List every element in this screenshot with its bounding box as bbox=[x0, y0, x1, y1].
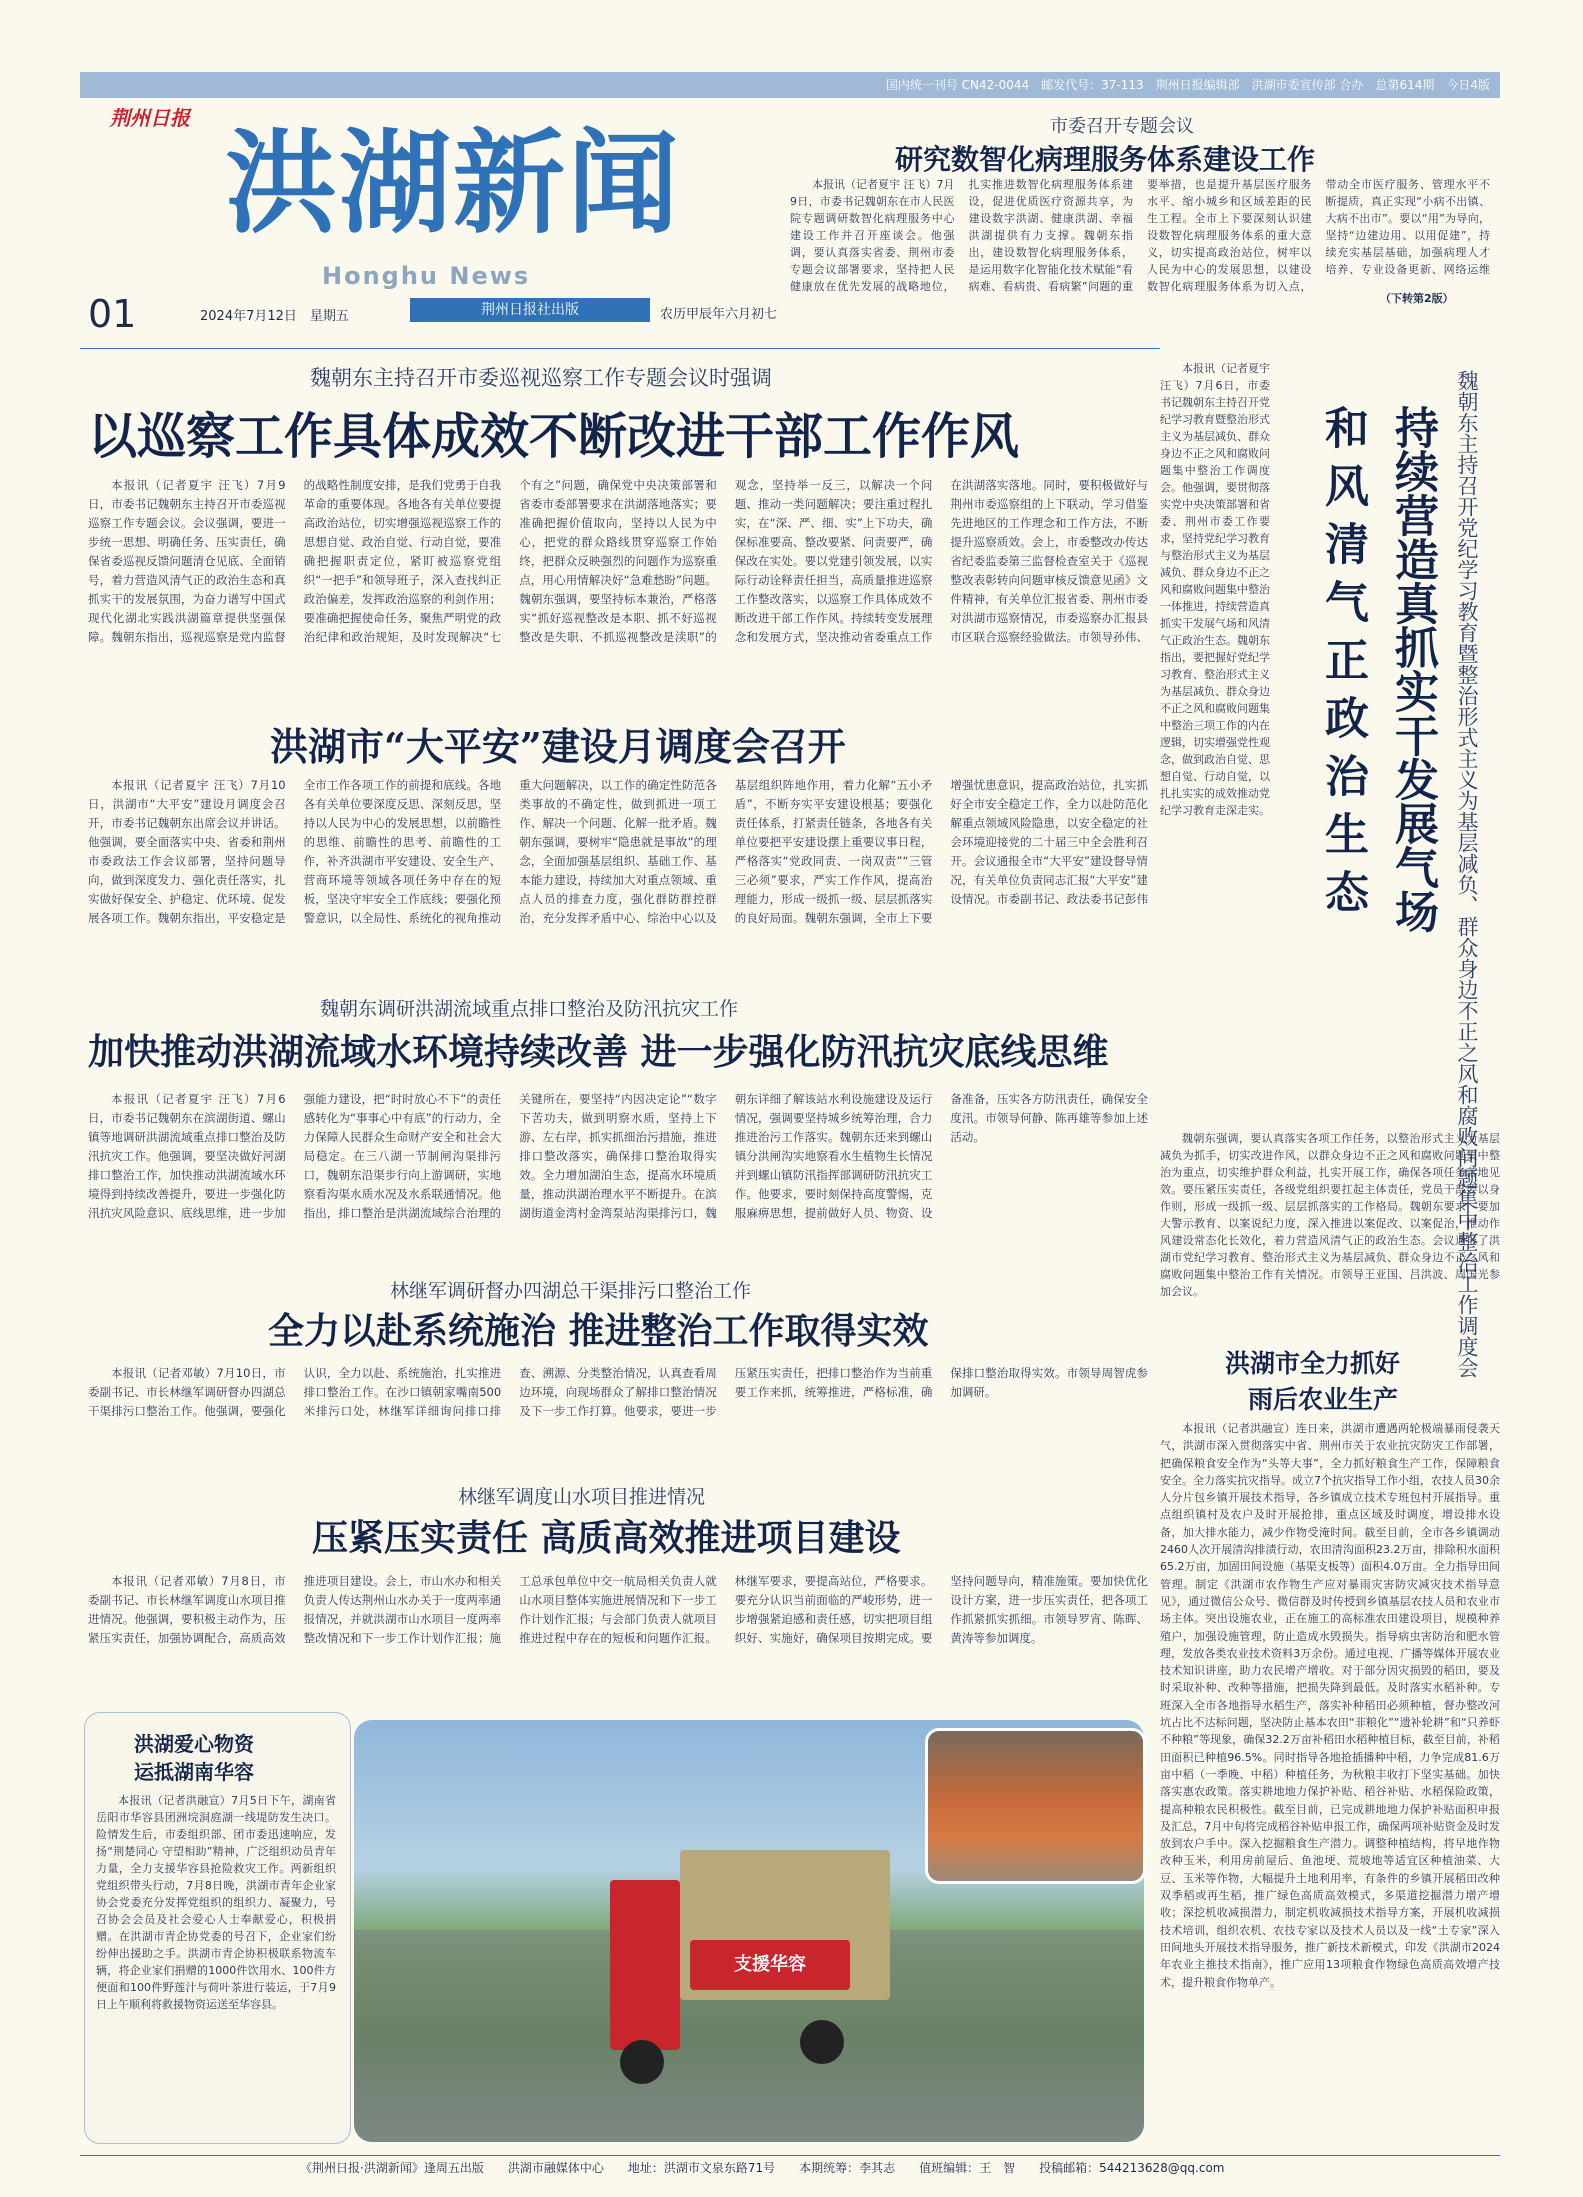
masthead-title: 洪湖新闻 bbox=[225, 118, 681, 249]
a6-title: 压紧压实责任 高质高效推进项目建设 bbox=[312, 1517, 901, 1559]
a9-title-line1: 洪湖爱心物资 bbox=[134, 1732, 254, 1756]
issue-date: 2024年7月12日 星期五 bbox=[200, 309, 349, 324]
a3-body-text: 本报讯（记者夏宇 汪飞）7月10日，洪湖市“大平安”建设月调度会召开，市委书记魏朝东出席会议并讲话。他强调，要全面落实中央、省委和荆州市委政法工作会议部署，坚持问题导向，做到深度发力、强化责任落实，扎实做好保安全、护稳定、优环境、促发展各项工作。魏朝东指出，平安稳定是全市工作各项工作的前提和底线。各地各有关单位要深度反思、深刻反思，坚持以人民为中心的发展思想，以前瞻性的思维、前瞻性的思考、前瞻性的工作，补齐洪湖市平安建设、安全生产、营商环境等领域各项任务中存在的短板，坚决守牢安全工作底线；要强化预警意识，以全局性、系统化的视角推动重大问题解决，以工作的确定性防范各类事故的不确定性，做到抓进一项工作、解决一个问题、化解一批矛盾。魏朝东强调，要树牢“隐患就是事故”的理念，全面加强基层组织、基础工作、基本能力建设，持续加大对重点领域、重点人员的排查力度，强化群防群控群治，充分发挥矛盾中心、综治中心以及基层组织阵地作用，着力化解“五小矛盾”，不断夯实平安建设根基；要强化责任体系，打紧责任链条，各地各有关单位要把平安建设摆上重要议事日程，严格落实“党政同责、一岗双责”“三管三必须”要求，严实工作作风，提高治理能力，形成一级抓一级、层层抓落实的良好局面。魏朝东强调，全市上下要增强忧患意识，提高政治站位，扎实抓好全市安全稳定工作，全力以赴防范化解重点领域风险隐患，以安全稳定的社会环境迎接党的二十届三中全会胜利召开。会议通报全市“大平安”建设督导情况，有关单位负责同志汇报“大平安”建设情况。市委副书记、政法委书记彭伟 bbox=[88, 778, 1148, 925]
a8-title-line2: 雨后农业生产 bbox=[1248, 1385, 1399, 1414]
footer-text: 《荆州日报·洪湖新闻》逢周五出版 洪湖市融媒体中心 地址：洪湖市文泉东路71号 本期统筹：李其志 值班编辑：王 智 投稿邮箱：544213628@qq.com bbox=[300, 2161, 1225, 2175]
a7-body2-text: 魏朝东强调，要认真落实各项工作任务，以整治形式主义为基层减负为抓手，切实改进作风，以群众身边不正之风和腐败问题集中整治为重点，切实维护群众利益，扎实开展工作，确保各项任务落地见效。要压紧压实责任，各级党组织要扛起主体责任，党员干部要以身作则，形成一级抓一级、层层抓落实的工作格局。魏朝东要求，要加大警示教育、以案说纪力度，深入推进以案促改、以案促治，推动作风建设常态化长效化，着力营造风清气正的政治生态。会议通报了洪湖市党纪学习教育、整治形式主义为基层减负、群众身边不正之风和腐败问题集中整治工作有关情况。市领导王亚国、吕洪波、周国光参加会议。 bbox=[1160, 1132, 1500, 1298]
a2-kicker: 魏朝东主持召开市委巡视巡察工作专题会议时强调 bbox=[310, 366, 772, 390]
supplies-photo bbox=[925, 1728, 1146, 1884]
lunar-date: 农历甲辰年六月初七 bbox=[660, 307, 778, 322]
top-info-text: 国内统一刊号 CN42-0044 邮发代号：37-113 荆州日报编辑部 洪湖市委宣传部 合办 总第614期 今日4版 bbox=[885, 78, 1490, 92]
a1-body-text: 本报讯（记者夏宇 汪飞）7月9日，市委书记魏朝东在市人民医院专题调研数智化病理服务中心建设工作并召开座谈会。他强调，要认真落实省委、荆州市委专题会议部署要求，坚持把人民健康放在优先发展的战略地位，扎实推进数智化病理服务体系建设，促进优质医疗资源共享，为建设数字洪湖、健康洪湖、幸福洪湖提供有力支撑。魏朝东指出，建设数智化病理服务体系，是运用数字化智能化技术赋能“看病难、看病贵、看病繁”问题的重要举措，也是提升基层医疗服务水平、缩小城乡和区域差距的民生工程。全市上下要深刻认识建设数智化病理服务体系的重大意义，切实提高政治站位，树牢以人民为中心的发展思想，以建设数智化病理服务体系为切入点，带动全市医疗服务、管理水平不断提质，真正实现“小病不出镇、大病不出市”。要以“用”为导向，坚持“边建边用、以用促建”，持续充实基层基础，加强病理人才培养、专业设备更新、网络运维 bbox=[790, 178, 1490, 293]
a7-body-right bbox=[1160, 1130, 1500, 1298]
a3-body bbox=[88, 776, 1148, 946]
a2-title: 以巡察工作具体成效不断改进干部工作作风 bbox=[88, 407, 1020, 465]
top-info-band bbox=[80, 72, 1500, 98]
masthead-english: Honghu News bbox=[322, 262, 531, 290]
a4-body bbox=[88, 1090, 1148, 1255]
newspaper-logo: 荆州日报 bbox=[110, 106, 190, 130]
truck-cab bbox=[610, 1880, 680, 2050]
a2-body-text: 本报讯（记者夏宇 汪飞）7月9日，市委书记魏朝东主持召开市委巡视巡察工作专题会议。会议强调，要进一步统一思想、明确任务、压实责任，确保省委巡视反馈问题清仓见底、全面销号，着力营造风清气正的政治生态和真抓实干的发展氛围，为奋力谱写中国式现代化湖北实践洪湖篇章提供坚强保障。魏朝东指出，巡视巡察是党内监督的战略性制度安排，是我们党勇于自我革命的重要体现。各地各有关单位要提高政治站位，切实增强巡视巡察工作的思想自觉、政治自觉、行动自觉，要准确把握职责定位，紧盯被巡察党组织“一把手”和领导班子，深入查找纠正政治偏差，发挥政治巡察的利剑作用；要准确把握使命任务，聚焦严明党的政治纪律和政治规矩，及时发现解决“七个有之”问题，确保党中央决策部署和省委市委部署要求在洪湖落地落实；要准确把握价值取向，坚持以人民为中心，把党的群众路线贯穿巡察工作始终，把群众反映强烈的问题作为巡察重点，用心用情解决好“急难愁盼”问题。魏朝东强调，要坚持标本兼治，严格落实“抓好巡视整改是本职、抓不好巡视整改是失职、不抓巡视整改是渎职”的观念，坚持举一反三，以解决一个问题、推动一类问题解决；要注重过程扎实，在“深、严、细、实”上下功夫，确保标准要高、整改要紧、问责要严，确保改在实处。要以党建引领发展，以实际行动诠释责任担当，高质量推进巡察工作整改落实，以巡察工作具体成效不断改进干部工作作风。持续转变发展理念和发展方式，坚决推动省委重点工作在洪湖落实落地。同时，要积极做好与荆州市委巡察组的上下联动，学习借鉴先进地区的工作理念和工作方法，不断提升巡察质效。会上，市委整改办传达省纪委监委第三监督检查室关于《巡视整改表彰转向问题审核反馈意见函》文件精神，有关单位汇报省委、荆州市委对洪湖市巡察情况，市委巡察办汇报县市区联合巡察经验做法。市领导孙伟、 bbox=[88, 478, 1148, 644]
truck-wheel bbox=[800, 2020, 844, 2064]
a8-body bbox=[1160, 1420, 1500, 2145]
a1-body bbox=[790, 176, 1490, 304]
publisher-badge: 荆州日报社出版 bbox=[410, 298, 650, 322]
a4-kicker: 魏朝东调研洪湖流域重点排口整治及防汛抗灾工作 bbox=[320, 998, 739, 1020]
a4-body-text: 本报讯（记者夏宇 汪飞）7月6日，市委书记魏朝东在滨湖街道、螺山镇等地调研洪湖流域重点排口整治及防汛抗灾工作。他强调，要坚决做好河湖排口整治工作，加快推动洪湖流域水环境得到持续改善提升，要进一步强化防汛抗灾风险意识、底线思维，进一步加强能力建设，把“时时放心不下”的责任感转化为“事事心中有底”的行动力，全力保障人民群众生命财产安全和社会大局稳定。在三八湖一节制闸沟渠排污口，魏朝东沿渠步行向上游调研，实地察看沟渠水质水况及水系联通情况。他指出，排口整治是洪湖流域综合治理的关键所在，要坚持“内因决定论”“数字下苦功夫，做到明察水质，坚持上下游、左右岸，抓实抓细治污措施，推进排口整改落实，确保排口整治取得实效。全力增加湖泊生态，提高水环境质量，推动洪湖治理水平不断提升。在滨湖街道金湾村金湾泵站沟渠排污口，魏朝东详细了解该站水利设施建设及运行情况，强调要坚持城乡统筹治理，合力推进治污工作落实。魏朝东还来到螺山镇分洪闸沟实地察看水生植物生长情况并到螺山镇防汛指挥部调研防汛抗灾工作。他要求，要时刻保持高度警惕，克服麻痹思想，提前做好人员、物资、设备准备，压实各方防汛责任，确保安全度汛。市领导何静、陈再雄等参加上述活动。 bbox=[88, 1092, 1148, 1220]
a5-body-text: 本报讯（记者邓敏）7月10日，市委副书记、市长林继军调研督办四湖总干渠排污口整治工作。他强调，要强化认识，全力以赴、系统施治，扎实推进排口整治工作。在沙口镇朝家嘴南500米排污口处，林继军详细询问排口排查、溯源、分类整治情况，认真查看周边环境，向现场群众了解排口整治情况及下一步工作打算。他要求，要进一步压紧压实责任，把排口整治作为当前重要工作来抓，统筹推进，严格标准，确保排口整治取得实效。市领导周智虎参加调研。 bbox=[88, 1366, 1148, 1418]
footer-info bbox=[80, 2155, 1500, 2179]
truck-wheel bbox=[620, 2040, 664, 2084]
a7-title-line2: 和风清气正政治生态 bbox=[1317, 405, 1368, 927]
a6-body-text: 本报讯（记者邓敏）7月8日，市委副书记、市长林继军调度山水项目推进情况。他强调，要积极主动作为，压紧压实责任，加强协调配合，高质高效推进项目建设。会上，市山水办和相关负责人传达荆州山水办关于一度两率通报情况，并就洪湖市山水项目一度两率整改情况和下一步工作计划作汇报；施工总承包单位中交一航局相关负责人就山水项目整体实施进展情况和下一步工作计划作汇报；与会部门负责人就项目推进过程中存在的短板和问题作汇报。林继军要求，要提高站位，严格要求。要充分认识当前面临的严峻形势，进一步增强紧迫感和责任感，切实把项目组织好、实施好，确保项目按期完成。要坚持问题导向，精准施策。要加快优化设计方案，进一步压实责任，把各项工作抓紧抓实抓细。市领导罗宵、陈晖、黄涛等参加调度。 bbox=[88, 1574, 1148, 1645]
a2-body bbox=[88, 476, 1148, 658]
a1-continued: （下转第2版） bbox=[1380, 292, 1454, 305]
truck-banner: 支援华容 bbox=[690, 1940, 850, 1990]
page-number: 01 bbox=[88, 292, 137, 336]
a7-body1-text: 本报讯（记者夏宇 汪飞）7月6日，市委书记魏朝东主持召开党纪学习教育暨整治形式主义为基层减负、群众身边不正之风和腐败问题集中整治工作调度会。他强调，要贯彻落实党中央决策部署和省委、荆州市委工作要求，坚持党纪学习教育与整治形式主义为基层减负、群众身边不正之风和腐败问题集中整治一体推进，持续营造真抓实干发展气场和风清气正政治生态。魏朝东指出，要把握好党纪学习教育、整治形式主义为基层减负、群众身边不正之风和腐败问题集中整治三项工作的内在逻辑，切实增强党性观念，做到政治自觉、思想自觉、行动自觉，以扎扎实实的成效推动党纪学习教育走深走实。 bbox=[1160, 362, 1270, 817]
a4-title: 加快推动洪湖流域水环境持续改善 进一步强化防汛抗灾底线思维 bbox=[88, 1031, 1109, 1073]
a1-title: 研究数智化病理服务体系建设工作 bbox=[895, 143, 1316, 176]
a9-body-text: 本报讯（记者洪融宣）7月5日下午，湖南省岳阳市华容县团洲垸洞庭湖一线堤防发生决口。险情发生后，市委组织部、团市委迅速响应，发扬“荆楚同心 守望相助”精神，广泛组织动员青年力量，全力支援华容县抢险救灾工作。两新组织党组织带头行动，7月8日晚，洪湖市青年企业家协会党委充分发挥党组织的组织力、凝聚力，号召协会会员及社会爱心人士奉献爱心，积极捐赠。在洪湖市青企协党委的号召下，企业家们纷纷伸出援助之手。洪湖市青企协积极联系物流车辆，将企业家们捐赠的1000件饮用水、100件方便面和100件野莲汁与荷叶茶进行装运，于7月9日上午顺利将救援物资运送至华容县。 bbox=[96, 1794, 336, 2011]
a5-kicker: 林继军调研督办四湖总干渠排污口整治工作 bbox=[390, 1280, 752, 1302]
a6-kicker: 林继军调度山水项目推进情况 bbox=[458, 1486, 706, 1508]
a6-body bbox=[88, 1572, 1148, 1702]
divider bbox=[80, 348, 1160, 349]
a7-title-line1: 持续营造真抓实干发展气场 bbox=[1387, 405, 1438, 933]
a8-title-line1: 洪湖市全力抓好 bbox=[1225, 1349, 1401, 1378]
a9-title-line2: 运抵湖南华容 bbox=[134, 1760, 254, 1784]
a5-body bbox=[88, 1364, 1148, 1464]
a5-title: 全力以赴系统施治 推进整治工作取得实效 bbox=[268, 1310, 929, 1352]
a3-title: 洪湖市“大平安”建设月调度会召开 bbox=[270, 724, 846, 769]
a8-body-text: 本报讯（记者洪融宣）连日来，洪湖市遭遇两轮极端暴雨侵袭天气，洪湖市深入贯彻落实中省、荆州市关于农业抗灾防灾工作部署，把确保粮食安全作为“头等大事”，全力抓好粮食生产工作，保障粮食安全。全力落实抗灾指导。成立7个抗灾指导工作小组，农技人员30余人分片包乡镇开展技术指导，各乡镇成立技术专班包村开展指导。重点组织镇村及农户及时开展抢排，重点区域及时调度，增设排水设备，加大排水能力，减少作物受淹时间。截至目前，全市各乡镇调动2460人次开展清沟排渍行动，农田清沟面积23.2万亩，排除积水面积65.2万亩，加固田间设施（基渠支板等）面积4.0万亩。全力指导田间管理。制定《洪湖市农作物生产应对暴雨灾害防灾减灾技术指导意见》，通过微信公众号、微信群及时传授到乡镇基层农技人员和农业市场主体。突出设施农业，正在施工的高标准农田建设项目，规模种养殖户，加强设施管理，防止造成水毁损失。指导病虫害防治和肥水管理，发放各类农业技术资料3万余份。通过电视、广播等媒体开展农业技术知识讲座，助力农民增产增收。对于部分因灾损毁的稻田，要及时采取补种、改种等措施，把损失降到最低。及时落实水稻补种。专班深入全市各地指导水稻生产，落实补种稻田必须种植，督办整改河坑占比不达标问题，坚决防止基本农田“非粮化”“遗补轮耕”和“只养虾不种粮”等现象，确保32.2万亩补稻田水稻种植目标，截至目前，补稻田面积已种植96.5%。同时指导各地抢插播种中稻，力争完成81.6万亩中稻（一季晚、中稻）种植任务，为秋粮丰收打下坚实基础。加快落实惠农政策。落实耕地地力保护补贴、稻谷补贴、水稻保险政策，提高种粮农民积极性。截至目前，已完成耕地地力保护补贴面积申报及汇总，7月中旬将完成稻谷补贴申报工作，确保两项补贴资金及时发放到农户手中。深入挖掘粮食生产潜力。调整种植结构，将早地作物改种玉米，利用房前屋后、鱼池埂、荒坡地等适宜区种植油菜、大豆、玉米等作物，大幅提升土地利用率，有条件的乡镇开展稻田改种双季稻或再生稻，推广绿色高质高效模式，多渠道挖掘潜力增产增收；深挖机收减损潜力，制定机收减损技术指导方案，开展机收减损技术培训，组织农机、农技专家以及技术人员以及一线“土专家”深入田间地头开展技术指导服务，推广新技术新模式，印发《洪湖市2024年农业主推技术指南》，推广应用13项粮食作物绿色高质高效增产技术，提升粮食作物单产。 bbox=[1160, 1422, 1500, 1989]
a7-kicker: 魏朝东主持召开党纪学习教育暨整治形式主义为基层减负、群众身边不正之风和腐败问题集中整治工作调度会 bbox=[1455, 370, 1479, 1378]
a1-kicker: 市委召开专题会议 bbox=[1050, 116, 1194, 137]
a9-body bbox=[96, 1792, 336, 2134]
a7-body-left bbox=[1160, 360, 1270, 1120]
